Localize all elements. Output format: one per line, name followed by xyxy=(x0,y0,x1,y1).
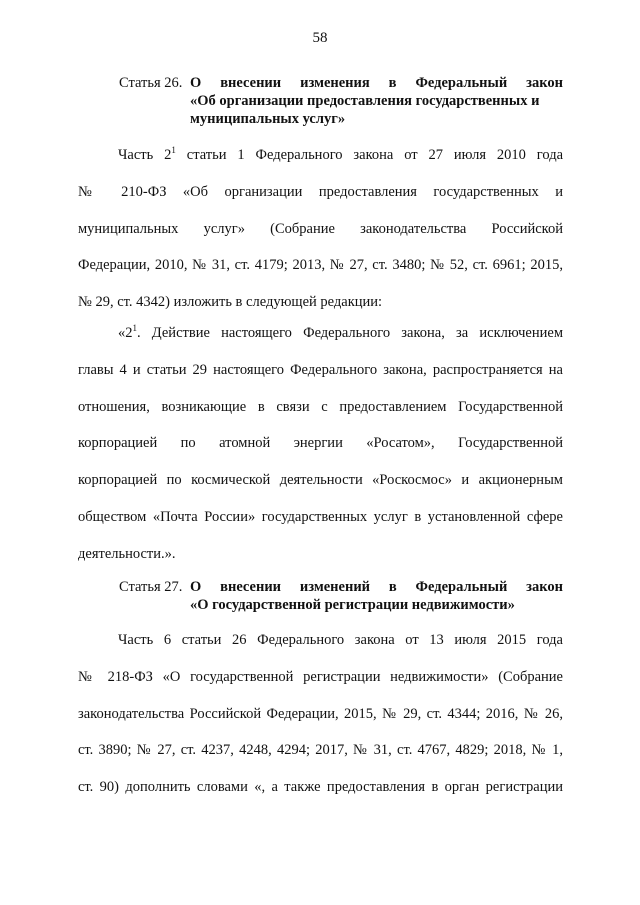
article-27-title xyxy=(119,578,563,614)
article-26-title-line: муниципальных услуг» xyxy=(190,111,346,127)
paragraph-line: главы 4 и статьи 29 настоящего Федерального закона, распространяется на xyxy=(78,361,563,378)
paragraph-line: № 210-ФЗ «Об организации предоставления государственных и xyxy=(78,183,563,200)
paragraph-3 xyxy=(78,622,563,806)
paragraph-line: № 29, ст. 4342) изложить в следующей редакции: xyxy=(78,294,383,311)
paragraph-text: статьи 1 Федерального закона от 27 июля 2010 года xyxy=(175,147,564,163)
paragraph-line: ст. 90) дополнить словами «, а также предоставления в орган регистрации xyxy=(78,779,563,796)
article-26-heading xyxy=(119,74,563,128)
article-27-title-line: «О государственной регистрации недвижимости» xyxy=(190,597,515,613)
paragraph-line: Федерации, 2010, № 31, ст. 4179; 2013, № 27, ст. 3480; № 52, ст. 6961; 2015, xyxy=(78,257,563,274)
paragraph-line: муниципальных услуг» (Собрание законодательства Российской xyxy=(78,220,563,237)
paragraph-line: корпорацией по атомной энергии «Росатом», Государственной xyxy=(78,435,563,452)
paragraph-text: . Действие настоящего Федерального закона, за исключением xyxy=(137,325,563,341)
paragraph-line: ст. 3890; № 27, ст. 4237, 4248, 4294; 2017, № 31, ст. 4767, 4829; 2018, № 1, xyxy=(78,742,563,759)
article-26-title-line: «Об организации предоставления государственных и xyxy=(190,93,540,109)
paragraph-line: деятельности.». xyxy=(78,545,176,562)
article-27-label: Статья 27. xyxy=(119,579,183,595)
paragraph-line: корпорацией по космической деятельности «Роскосмос» и акционерным xyxy=(78,472,563,489)
paragraph-1 xyxy=(78,137,563,321)
paragraph-2 xyxy=(78,315,563,573)
paragraph-text: «2 xyxy=(118,325,133,341)
paragraph-line: № 218-ФЗ «О государственной регистрации недвижимости» (Собрание xyxy=(78,668,563,685)
superscript: 1 xyxy=(171,145,176,155)
article-27-heading xyxy=(119,578,563,614)
article-26-title-line: О внесении изменения в Федеральный закон xyxy=(190,75,563,91)
article-26-label: Статья 26. xyxy=(119,75,183,91)
page-number: 58 xyxy=(312,30,328,46)
paragraph-text: Часть 2 xyxy=(118,147,172,163)
paragraph-line: законодательства Российской Федерации, 2015, № 29, ст. 4344; 2016, № 26, xyxy=(78,705,563,722)
paragraph-line xyxy=(78,315,563,352)
paragraph-line: Часть 6 статьи 26 Федерального закона от 13 июля 2015 года xyxy=(118,632,563,648)
article-26-title xyxy=(119,74,563,128)
paragraph-line: отношения, возникающие в связи с предоставлением Государственной xyxy=(78,398,563,415)
superscript: 1 xyxy=(132,323,137,333)
paragraph-line xyxy=(78,137,563,174)
article-27-title-line: О внесении изменений в Федеральный закон xyxy=(190,579,563,595)
paragraph-line: обществом «Почта России» государственных услуг в установленной сфере xyxy=(78,508,563,525)
